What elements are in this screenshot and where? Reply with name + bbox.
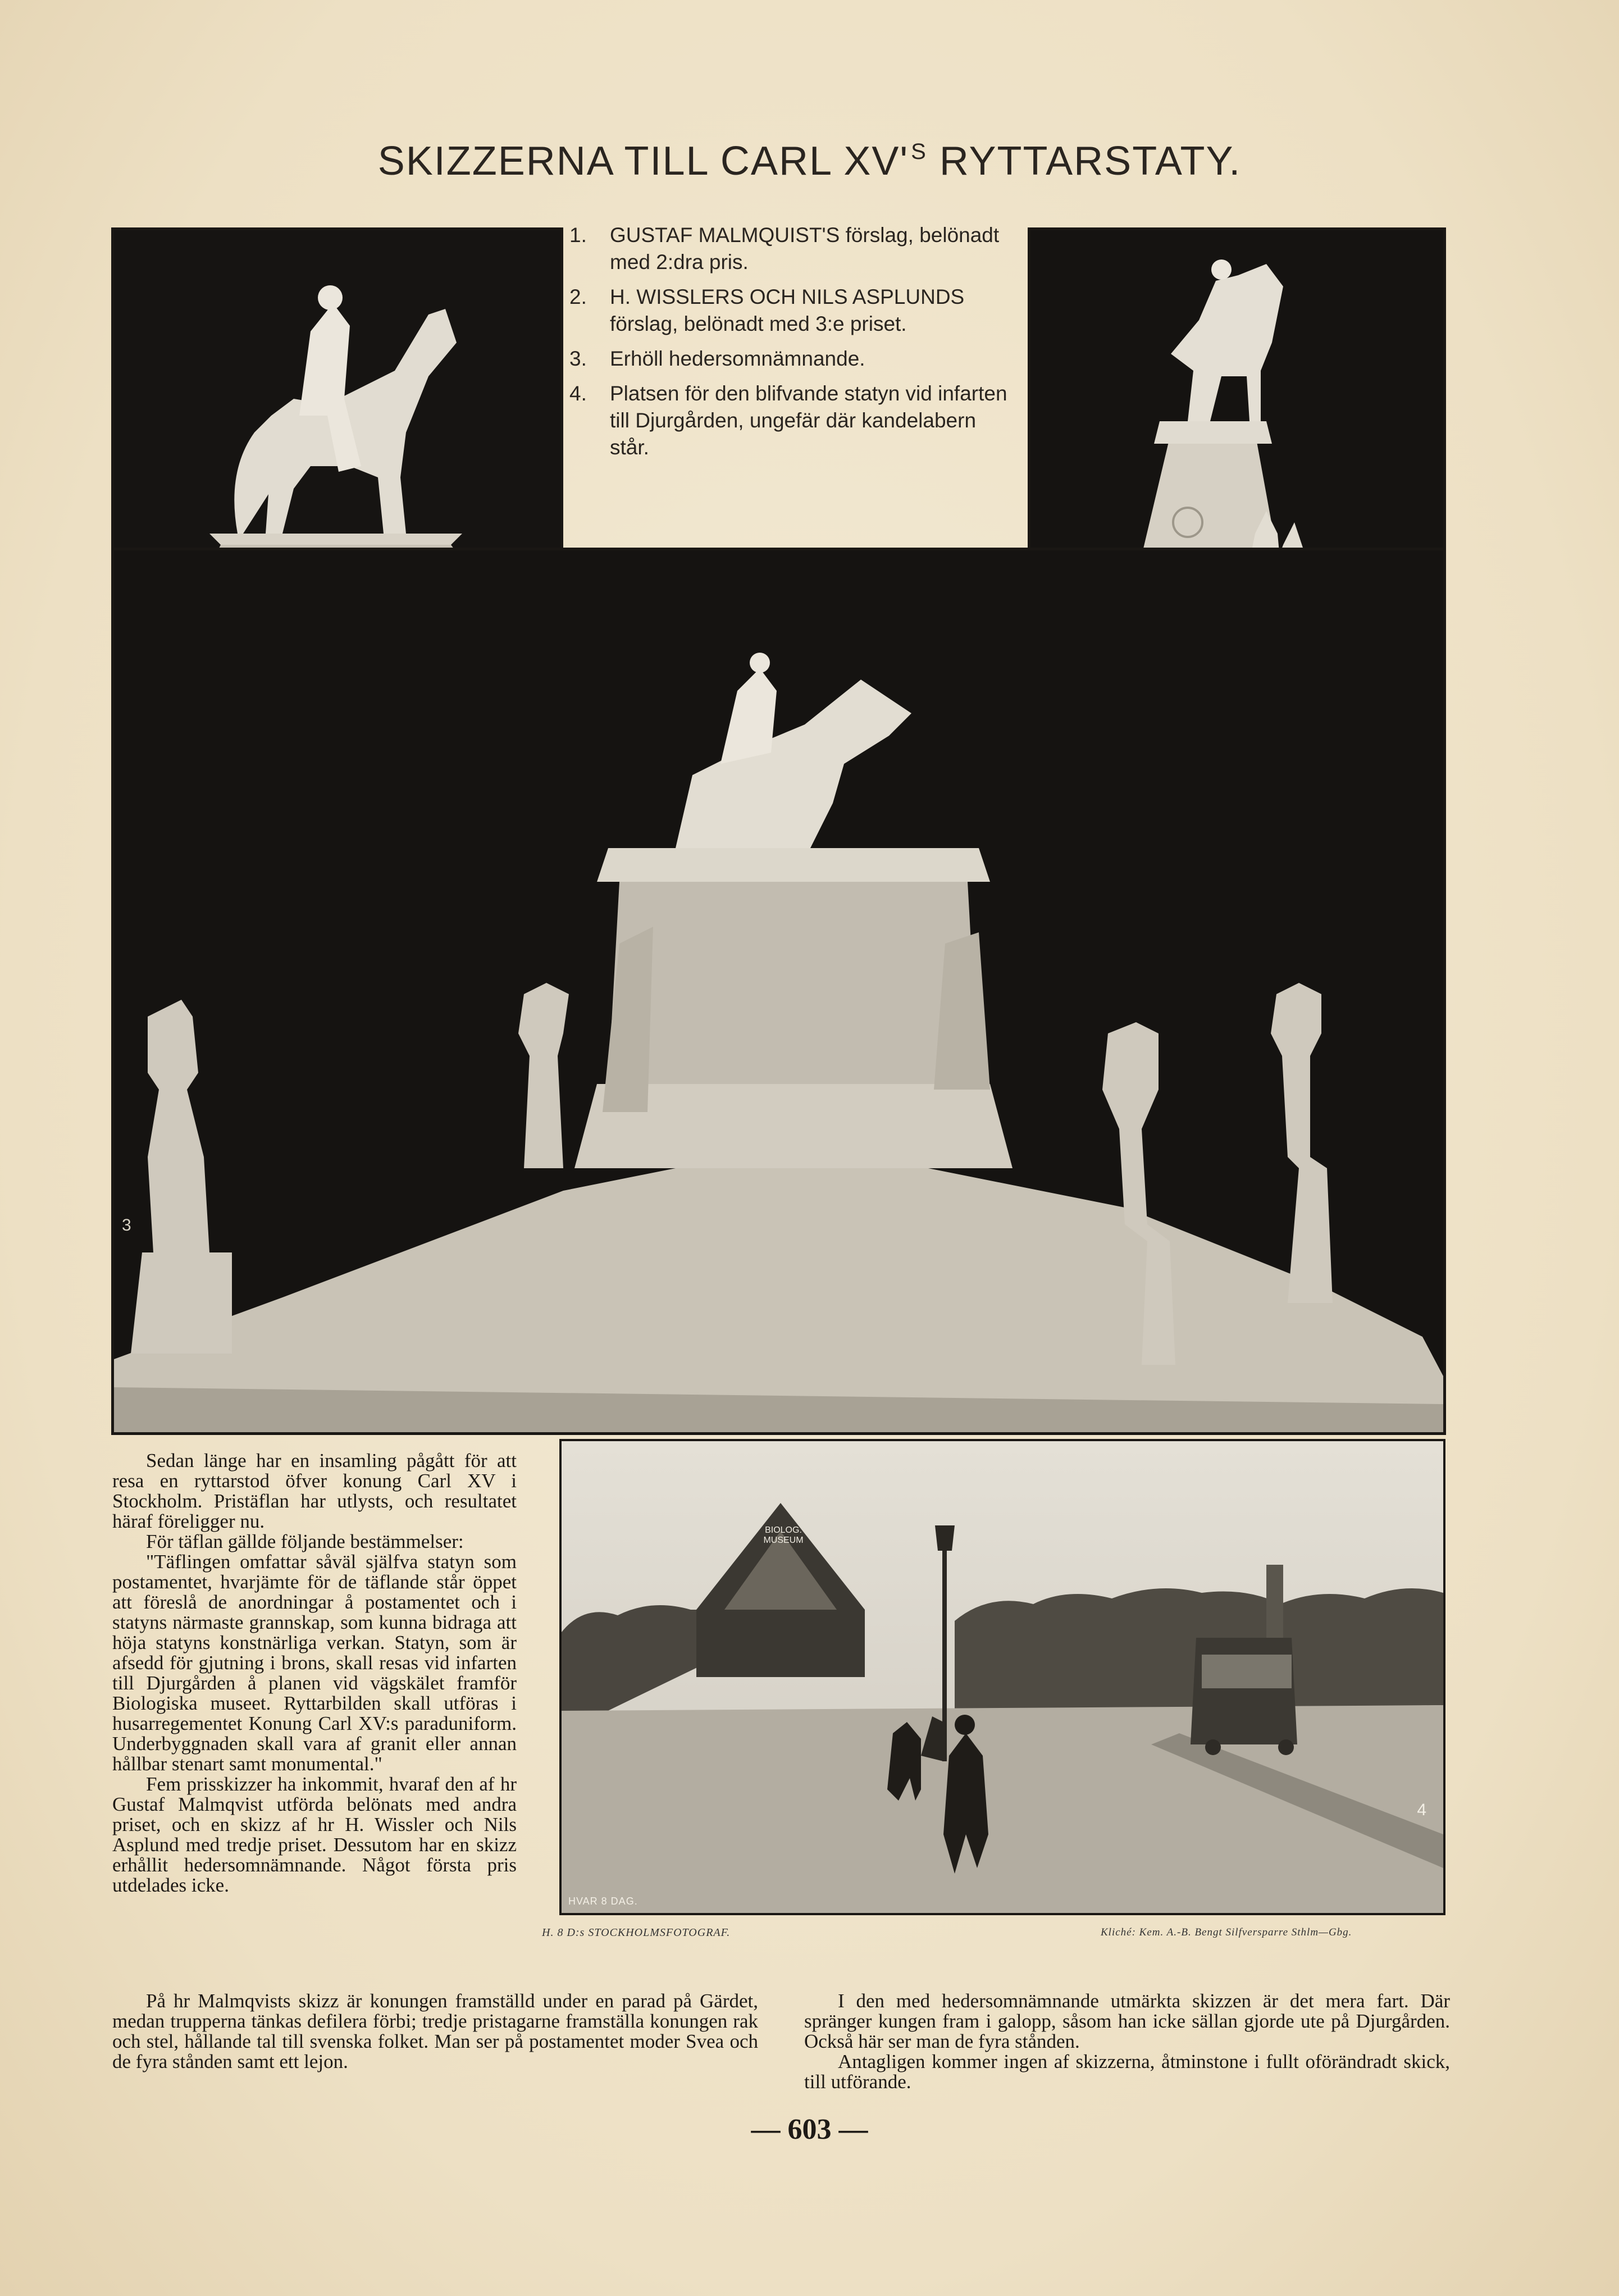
caption-item: 1. GUSTAF MALMQUIST'S förslag, belönadt med 2:dra pris.	[569, 224, 1000, 274]
paragraph: För täflan gällde följande bestämmelser:	[146, 1530, 464, 1552]
paragraph: Antagligen kommer ingen af skizzerna, åtminstone i fullt oförändradt skick, till utförande.	[804, 2051, 1450, 2093]
paragraph: I den med hedersomnämnande utmärkta skizzen är det mera fart. Där spränger kungen fram i galopp, såsom han icke sällan gjorde ute på Djurgården. Också här ser man de fyra stånden.	[804, 1990, 1450, 2052]
paragraph: På hr Malmqvists skizz är konungen framställd under en parad på Gärdet, medan trupperna tänkas defilera förbi; tredje pristagarne framställa konungen rak och stel, hållande tal till svenska folket. Man ser på postamentet moder Svea och de fyra stånden samt ett lejon.	[112, 1990, 758, 2072]
article-body-left	[112, 1451, 517, 1896]
article-body-bottom-right	[804, 1991, 1450, 2092]
photographer-credit: H. 8 D:s STOCKHOLMSFOTOGRAF.	[542, 1926, 731, 1939]
photo-4-number: 4	[1417, 1801, 1426, 1819]
hvar-8-dag-stamp: HVAR 8 DAG.	[568, 1896, 638, 1907]
article-body-bottom-left	[112, 1991, 758, 2072]
captions-list	[565, 222, 1014, 542]
caption-item: 3. Erhöll hedersomnämnande.	[569, 347, 865, 370]
page-number: — 603 —	[751, 2113, 868, 2145]
page-title: SKIZZERNA TILL CARL XV' $^S$ RYTTARSTATY.	[377, 139, 1242, 184]
paragraph: "Täflingen omfattar såväl själfva statyn som postamentet, hvarjämte för de täflande står öppet att föreslå de anordningar å postamentet och i statyns närmaste grannskap, som kunna bidraga att höja statyns konstnärliga verkan. Statyn, som är afsedd för gjutning i brons, skall resas vid infarten till Djurgården å planen vid vägskälet framför Biologiska museet. Ryttarbilden skall utföras i husarregementet Konung Carl XV:s paraduniform. Underbyggnaden skall vara af granit eller annan hållbar stenart samt monumental."	[112, 1551, 517, 1775]
paragraph: Fem prisskizzer ha inkommit, hvaraf den af hr Gustaf Malmqvist utförda belönats med andra priset, och en skizz af hr H. Wissler och Nils Asplund med tredje priset. Dessutom har en skizz erhållit hedersomnämnande. Något första pris utdelades icke.	[112, 1773, 517, 1896]
cliche-credit: Kliché: Kem. A.-B. Bengt Silfversparre Sthlm—Gbg.	[1101, 1926, 1352, 1938]
photo-3-honorable-mention-sketch	[111, 548, 1446, 1435]
paragraph: Sedan länge har en insamling pågått för att resa en ryttarstod öfver konung Carl XV i Stockholm. Pristäflan har utlysts, och resultatet häraf föreligger nu.	[112, 1450, 517, 1532]
caption-item: 2. H. WISSLERS OCH NILS ASPLUNDS förslag, belönadt med 3:e priset.	[569, 285, 965, 335]
museum-sign: BIOLOG. MUSEUM	[763, 1525, 804, 1545]
caption-item: 4. Platsen för den blifvande statyn vid infarten till Djurgården, ungefär där kandelabern står.	[569, 382, 1007, 459]
photo-4-djurgarden-site	[559, 1439, 1445, 1915]
photo-3-number: 3	[122, 1216, 131, 1234]
